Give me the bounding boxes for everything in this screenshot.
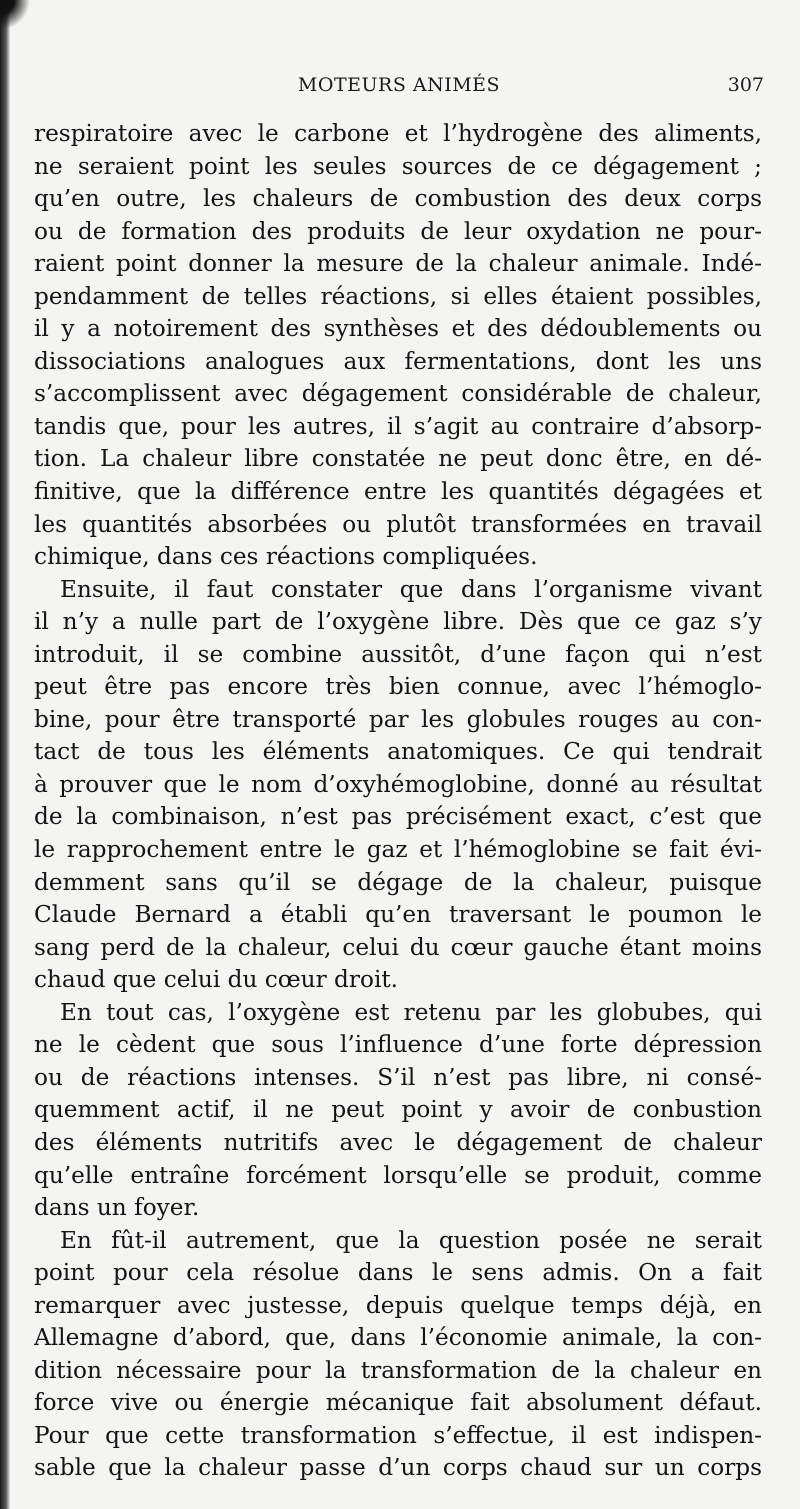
text-line: finitive, que la différence entre les quantités dégagées et xyxy=(34,478,762,506)
text-line: sang perd de la chaleur, celui du cœur gauche étant moins xyxy=(34,933,762,961)
text-line: tandis que, pour les autres, il s’agit au contraire d’absorp- xyxy=(34,412,762,440)
text-line: Pour que cette transformation s’effectue, il est indispen- xyxy=(34,1421,762,1449)
page-number: 307 xyxy=(727,74,764,96)
text-line: En tout cas, l’oxygène est retenu par les globubes, qui xyxy=(60,998,762,1026)
text-line: bine, pour être transporté par les globules rouges au con- xyxy=(34,705,762,733)
text-line: En fût-il autrement, que la question posée ne serait xyxy=(60,1226,762,1254)
text-line: qu’elle entraîne forcément lorsqu’elle se produit, comme xyxy=(34,1161,762,1189)
text-line: le rapprochement entre le gaz et l’hémoglobine se fait évi- xyxy=(34,836,762,864)
text-line: Ensuite, il faut constater que dans l’organisme vivant xyxy=(60,575,762,603)
text-line: tact de tous les éléments anatomiques. Ce qui tendrait xyxy=(34,738,762,766)
text-line: Allemagne d’abord, que, dans l’économie animale, la con- xyxy=(34,1324,762,1352)
text-line: tion. La chaleur libre constatée ne peut donc être, en dé- xyxy=(34,445,762,473)
text-line: ne le cèdent que sous l’influence d’une forte dépression xyxy=(34,1031,762,1059)
text-line: Claude Bernard a établi qu’en traversant le poumon le xyxy=(34,901,762,929)
text-line: qu’en outre, les chaleurs de combustion des deux corps xyxy=(34,185,762,213)
text-line: respiratoire avec le carbone et l’hydrogène des aliments, xyxy=(34,120,762,147)
text-line: ne seraient point les seules sources de ce dégagement ; xyxy=(34,152,762,180)
text-line: pendamment de telles réactions, si elles étaient possibles, xyxy=(34,282,762,310)
text-line: sable que la chaleur passe d’un corps chaud sur un corps xyxy=(34,1454,762,1482)
text-line: peut être pas encore très bien connue, avec l’hémoglo- xyxy=(34,673,762,701)
text-line: il n’y a nulle part de l’oxygène libre. Dès que ce gaz s’y xyxy=(34,608,762,636)
body-text xyxy=(34,118,762,1485)
text-line: raient point donner la mesure de la chaleur animale. Indé- xyxy=(34,250,762,278)
text-line: s’accomplissent avec dégagement considérable de chaleur, xyxy=(34,380,762,408)
text-line: de la combinaison, n’est pas précisément exact, c’est que xyxy=(34,803,762,831)
text-line: remarquer avec justesse, depuis quelque temps déjà, en xyxy=(34,1291,762,1319)
text-line: force vive ou énergie mécanique fait absolument défaut. xyxy=(34,1389,762,1417)
text-line: introduit, il se combine aussitôt, d’une façon qui n’est xyxy=(34,640,762,668)
text-line: chimique, dans ces réactions compliquées. xyxy=(34,543,538,571)
text-line: demment sans qu’il se dégage de la chaleur, puisque xyxy=(34,868,762,896)
text-line: les quantités absorbées ou plutôt transformées en travail xyxy=(34,510,762,538)
page-header xyxy=(34,74,764,104)
text-line: ou de formation des produits de leur oxydation ne pour- xyxy=(34,217,762,245)
text-line: chaud que celui du cœur droit. xyxy=(34,966,399,994)
text-line: dition nécessaire pour la transformation de la chaleur en xyxy=(34,1356,762,1384)
text-line: dans un foyer. xyxy=(34,1194,200,1222)
running-title: MOTEURS ANIMÉS xyxy=(297,74,501,96)
text-line: des éléments nutritifs avec le dégagement de chaleur xyxy=(34,1128,762,1156)
text-line: il y a notoirement des synthèses et des dédoublements ou xyxy=(34,315,762,343)
text-line: dissociations analogues aux fermentations, dont les uns xyxy=(34,347,762,375)
text-line: à prouver que le nom d’oxyhémoglobine, donné au résultat xyxy=(34,770,762,798)
text-line: point pour cela résolue dans le sens admis. On a fait xyxy=(34,1259,762,1287)
text-line: ou de réactions intenses. S’il n’est pas libre, ni consé- xyxy=(34,1063,762,1091)
text-line: quemment actif, il ne peut point y avoir de conbustion xyxy=(34,1096,762,1124)
